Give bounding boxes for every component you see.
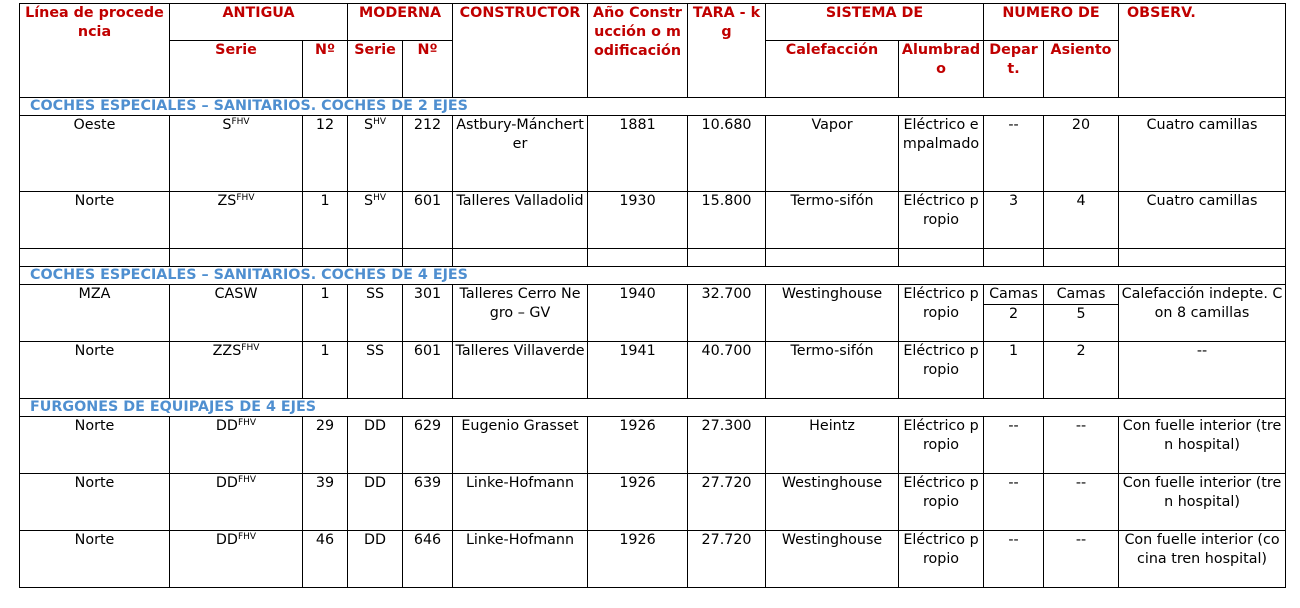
header-calefaccion: Calefacción [766, 41, 899, 98]
cell-anio: 1926 [588, 417, 688, 474]
cell-depart: -- [984, 116, 1044, 192]
cell-linea: Norte [20, 417, 170, 474]
cell-tara: 27.720 [688, 474, 766, 531]
cell-anio: 1930 [588, 192, 688, 249]
blank-row [20, 249, 1286, 267]
cell-num: 1 [303, 192, 348, 249]
header-serie-moderna: Serie [348, 41, 403, 98]
cell-tara: 40.700 [688, 342, 766, 399]
cell-depart: 1 [984, 342, 1044, 399]
depart-value: 2 [1008, 306, 1019, 322]
cell-observ: Con fuelle interior (tren hospital) [1119, 474, 1286, 531]
cell-alumbrado: Eléctrico propio [899, 285, 984, 342]
cell-num: 46 [303, 531, 348, 588]
serie-mod-sup: HV [373, 193, 387, 203]
table-row [20, 192, 1286, 249]
serie-sup: FHV [237, 418, 257, 428]
cell-calefaccion: Heintz [766, 417, 899, 474]
cell-depart: -- [984, 474, 1044, 531]
document-page [19, 3, 1286, 588]
cell-serie-moderna [348, 192, 403, 249]
cell-constructor: Talleres Valladolid [453, 192, 588, 249]
depart-label: Camas [984, 285, 1043, 305]
cell-num-moderna: 601 [403, 342, 453, 399]
cell-num-moderna: 601 [403, 192, 453, 249]
cell-num-moderna: 646 [403, 531, 453, 588]
blank-cell [20, 249, 170, 267]
cell-alumbrado: Eléctrico empalmado [899, 116, 984, 192]
cell-linea: Norte [20, 192, 170, 249]
table-row [20, 531, 1286, 588]
serie-sup: FHV [241, 343, 260, 353]
cell-serie-moderna [348, 285, 403, 342]
asiento-label: Camas [1044, 285, 1118, 305]
cell-depart: -- [984, 531, 1044, 588]
cell-observ: Cuatro camillas [1119, 116, 1286, 192]
header-numero: NUMERO DE [984, 4, 1119, 41]
serie-text: ZS [217, 193, 237, 209]
serie-sup: FHV [237, 532, 257, 542]
header-num: Nº [303, 41, 348, 98]
cell-depart: -- [984, 417, 1044, 474]
cell-calefaccion: Termo-sifón [766, 192, 899, 249]
header-num-moderna: Nº [403, 41, 453, 98]
cell-num-moderna: 212 [403, 116, 453, 192]
cell-alumbrado: Eléctrico propio [899, 531, 984, 588]
cell-serie [170, 417, 303, 474]
table-row [20, 342, 1286, 399]
cell-asiento: -- [1044, 417, 1119, 474]
cell-constructor: Talleres Villaverde [453, 342, 588, 399]
cell-anio: 1881 [588, 116, 688, 192]
cell-alumbrado: Eléctrico propio [899, 474, 984, 531]
cell-constructor: Linke-Hofmann [453, 531, 588, 588]
cell-num-moderna: 629 [403, 417, 453, 474]
cell-tara: 27.720 [688, 531, 766, 588]
cell-anio: 1926 [588, 531, 688, 588]
serie-mod-text: SS [365, 343, 385, 359]
serie-text: DD [215, 418, 238, 434]
blank-cell [170, 249, 303, 267]
section-title: COCHES ESPECIALES – SANITARIOS. COCHES DE 2 EJES [20, 98, 1286, 116]
cell-serie-moderna [348, 474, 403, 531]
section-header [20, 98, 1286, 116]
serie-mod-text: S [364, 193, 374, 209]
cell-asiento: 2 [1044, 342, 1119, 399]
serie-text: S [222, 117, 232, 133]
cell-num-moderna: 301 [403, 285, 453, 342]
cell-asiento: -- [1044, 531, 1119, 588]
cell-asiento [1044, 285, 1119, 342]
cell-num: 29 [303, 417, 348, 474]
cell-observ: Con fuelle interior (cocina tren hospital) [1119, 531, 1286, 588]
serie-mod-text: DD [364, 475, 387, 491]
header-constructor: CONSTRUCTOR [453, 4, 588, 98]
cell-observ: -- [1119, 342, 1286, 399]
asiento-value: 5 [1076, 306, 1086, 322]
header-anio: Año Construcción o modificación [588, 4, 688, 98]
header-row-1 [20, 4, 1286, 41]
cell-calefaccion: Termo-sifón [766, 342, 899, 399]
cell-tara: 10.680 [688, 116, 766, 192]
cell-linea: Norte [20, 474, 170, 531]
serie-text: ZZS [212, 343, 242, 359]
cell-serie [170, 531, 303, 588]
cell-observ: Con fuelle interior (tren hospital) [1119, 417, 1286, 474]
header-depart: Depart. [984, 41, 1044, 98]
cell-asiento: -- [1044, 474, 1119, 531]
cell-num: 1 [303, 285, 348, 342]
cell-calefaccion: Westinghouse [766, 474, 899, 531]
blank-cell [303, 249, 348, 267]
cell-serie [170, 192, 303, 249]
cell-num-moderna: 639 [403, 474, 453, 531]
cell-calefaccion: Westinghouse [766, 531, 899, 588]
header-tara: TARA - kg [688, 4, 766, 98]
serie-mod-text: S [364, 117, 374, 133]
cell-num: 39 [303, 474, 348, 531]
cell-tara: 27.300 [688, 417, 766, 474]
serie-mod-text: SS [365, 286, 385, 302]
cell-calefaccion: Vapor [766, 116, 899, 192]
blank-cell [588, 249, 688, 267]
cell-linea: Oeste [20, 116, 170, 192]
blank-cell [766, 249, 899, 267]
header-asiento: Asiento [1044, 41, 1119, 98]
blank-cell [899, 249, 984, 267]
table-row [20, 116, 1286, 192]
table-row [20, 417, 1286, 474]
header-linea: Línea de procedencia [20, 4, 170, 98]
cell-anio: 1941 [588, 342, 688, 399]
cell-constructor: Eugenio Grasset [453, 417, 588, 474]
header-sistema: SISTEMA DE [766, 4, 984, 41]
cell-asiento: 20 [1044, 116, 1119, 192]
blank-cell [403, 249, 453, 267]
header-antigua: ANTIGUA [170, 4, 348, 41]
cell-tara: 32.700 [688, 285, 766, 342]
cell-serie-moderna [348, 116, 403, 192]
cell-depart: 3 [984, 192, 1044, 249]
rolling-stock-table [19, 3, 1286, 588]
blank-cell [1044, 249, 1119, 267]
cell-constructor: Linke-Hofmann [453, 474, 588, 531]
cell-anio: 1926 [588, 474, 688, 531]
cell-num: 1 [303, 342, 348, 399]
cell-linea: Norte [20, 531, 170, 588]
cell-serie [170, 342, 303, 399]
cell-serie [170, 116, 303, 192]
cell-constructor: Talleres Cerro Negro – GV [453, 285, 588, 342]
table-row [20, 285, 1286, 342]
table-row [20, 474, 1286, 531]
serie-text: DD [215, 532, 238, 548]
cell-serie-moderna [348, 417, 403, 474]
cell-alumbrado: Eléctrico propio [899, 417, 984, 474]
header-moderna: MODERNA [348, 4, 453, 41]
blank-cell [453, 249, 588, 267]
section-header [20, 267, 1286, 285]
cell-calefaccion: Westinghouse [766, 285, 899, 342]
serie-text: CASW [214, 286, 258, 302]
header-serie: Serie [170, 41, 303, 98]
cell-serie-moderna [348, 531, 403, 588]
cell-asiento: 4 [1044, 192, 1119, 249]
serie-mod-text: DD [364, 532, 387, 548]
cell-serie [170, 285, 303, 342]
blank-cell [1119, 249, 1286, 267]
section-header [20, 399, 1286, 417]
cell-tara: 15.800 [688, 192, 766, 249]
header-alumbrado: Alumbrado [899, 41, 984, 98]
cell-alumbrado: Eléctrico propio [899, 342, 984, 399]
cell-depart [984, 285, 1044, 342]
cell-alumbrado: Eléctrico propio [899, 192, 984, 249]
cell-serie-moderna [348, 342, 403, 399]
cell-linea: Norte [20, 342, 170, 399]
blank-cell [348, 249, 403, 267]
cell-constructor: Astbury-Máncherter [453, 116, 588, 192]
serie-sup: FHV [236, 193, 255, 203]
cell-anio: 1940 [588, 285, 688, 342]
serie-sup: FHV [237, 475, 257, 485]
cell-linea: MZA [20, 285, 170, 342]
section-title: FURGONES DE EQUIPAJES DE 4 EJES [20, 399, 1286, 417]
serie-mod-sup: HV [373, 117, 387, 127]
blank-cell [688, 249, 766, 267]
cell-num: 12 [303, 116, 348, 192]
cell-serie [170, 474, 303, 531]
serie-sup: FHV [231, 117, 250, 127]
serie-mod-text: DD [364, 418, 387, 434]
cell-observ: Calefacción indepte. Con 8 camillas [1119, 285, 1286, 342]
header-observ: OBSERV. [1119, 4, 1286, 98]
section-title: COCHES ESPECIALES – SANITARIOS. COCHES DE 4 EJES [20, 267, 1286, 285]
blank-cell [984, 249, 1044, 267]
cell-observ: Cuatro camillas [1119, 192, 1286, 249]
serie-text: DD [215, 475, 238, 491]
